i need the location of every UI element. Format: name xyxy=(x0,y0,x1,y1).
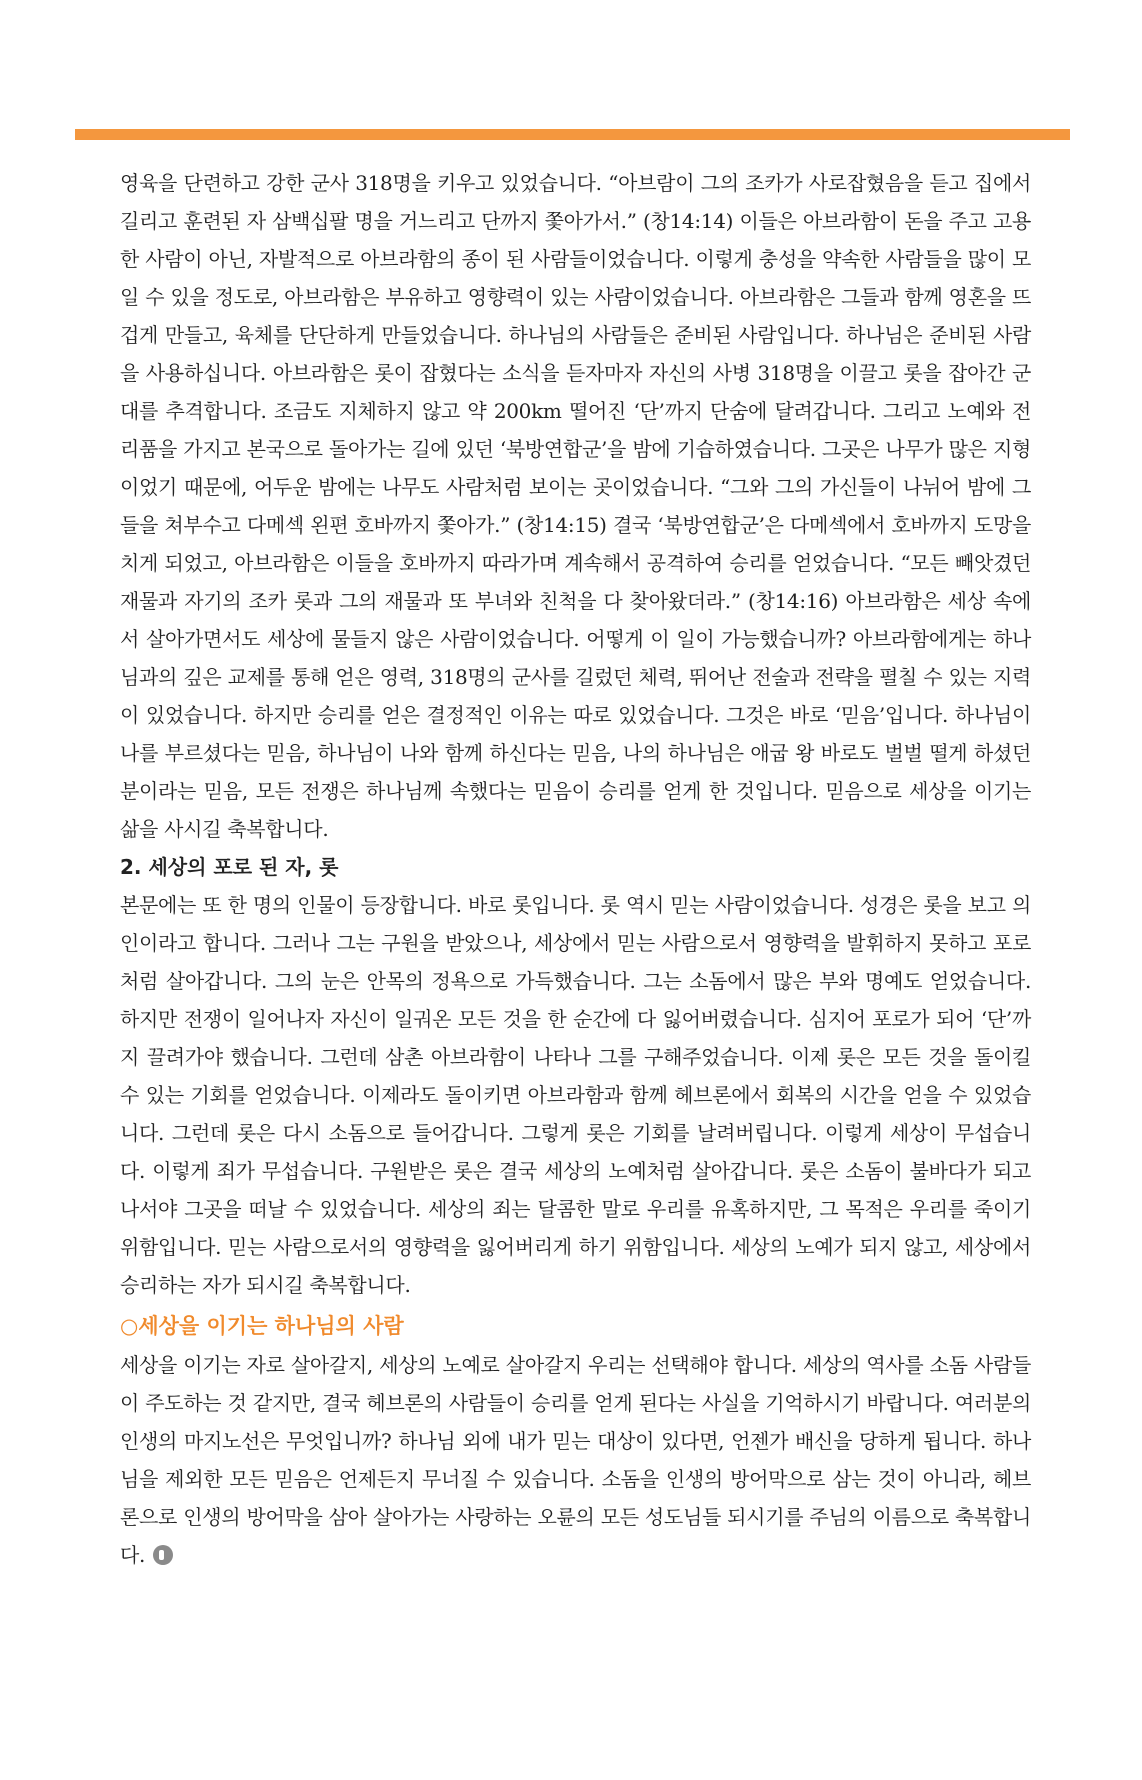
conclusion-heading: ○세상을 이기는 하나님의 사람 xyxy=(120,1314,404,1338)
end-mark-icon xyxy=(153,1545,173,1565)
body-paragraph-3-text: 세상을 이기는 자로 살아갈지, 세상의 노예로 살아갈지 우리는 선택해야 합니다. 세상의 역사를 소돔 사람들이 주도하는 것 같지만, 결국 헤브론의 사람들이 승리를 얻게 된다는 사실을 기억하시기 바랍니다. 여러분의 인생의 마지노선은 무엇입니까? 하나님 외에 내가 믿는 대상이 있다면, 언젠가 배신을 당하게 됩니다. 하나님을 제외한 모든 믿음은 언제든지 무너질 수 있습니다. 소돔을 인생의 방어막으로 삼는 것이 아니라, 헤브론으로 인생의 방어막을 삼아 살아가는 사랑하는 오륜의 모든 성도님들 되시기를 주님의 이름으로 축복합니다. xyxy=(120,1353,1031,1567)
top-accent-rule xyxy=(75,129,1070,140)
body-paragraph-3 xyxy=(120,1346,1031,1574)
body-paragraph-1: 영육을 단련하고 강한 군사 318명을 키우고 있었습니다. “아브람이 그의 조카가 사로잡혔음을 듣고 집에서 길리고 훈련된 자 삼백십팔 명을 거느리고 단까지 쫓아가서.” (창14:14) 이들은 아브라함이 돈을 주고 고용한 사람이 아닌, 자발적으로 아브라함의 종이 된 사람들이었습니다. 이렇게 충성을 약속한 사람들을 많이 모일 수 있을 정도로, 아브라함은 부유하고 영향력이 있는 사람이었습니다. 아브라함은 그들과 함께 영혼을 뜨겁게 만들고, 육체를 단단하게 만들었습니다. 하나님의 사람들은 준비된 사람입니다. 하나님은 준비된 사람을 사용하십니다. 아브라함은 롯이 잡혔다는 소식을 듣자마자 자신의 사병 318명을 이끌고 롯을 잡아간 군대를 추격합니다. 조금도 지체하지 않고 약 200km 떨어진 ‘단’까지 단숨에 달려갑니다. 그리고 노예와 전리품을 가지고 본국으로 돌아가는 길에 있던 ‘북방연합군’을 밤에 기습하였습니다. 그곳은 나무가 많은 지형이었기 때문에, 어두운 밤에는 나무도 사람처럼 보이는 곳이었습니다. “그와 그의 가신들이 나뉘어 밤에 그들을 쳐부수고 다메섹 왼편 호바까지 쫓아가.” (창14:15) 결국 ‘북방연합군’은 다메섹에서 호바까지 도망을 치게 되었고, 아브라함은 이들을 호바까지 따라가며 계속해서 공격하여 승리를 얻었습니다. “모든 빼앗겼던 재물과 자기의 조카 롯과 그의 재물과 또 부녀와 친척을 다 찾아왔더라.” (창14:16) 아브라함은 세상 속에서 살아가면서도 세상에 물들지 않은 사람이었습니다. 어떻게 이 일이 가능했습니까? 아브라함에게는 하나님과의 깊은 교제를 통해 얻은 영력, 318명의 군사를 길렀던 체력, 뛰어난 전술과 전략을 펼칠 수 있는 지력이 있었습니다. 하지만 승리를 얻은 결정적인 이유는 따로 있었습니다. 그것은 바로 ‘믿음’입니다. 하나님이 나를 부르셨다는 믿음, 하나님이 나와 함께 하신다는 믿음, 나의 하나님은 애굽 왕 바로도 벌벌 떨게 하셨던 분이라는 믿음, 모든 전쟁은 하나님께 속했다는 믿음이 승리를 얻게 한 것입니다. 믿음으로 세상을 이기는 삶을 사시길 축복합니다. xyxy=(120,171,1031,841)
section-heading-captive-lot: 2. 세상의 포로 된 자, 롯 xyxy=(120,855,339,879)
article-body xyxy=(120,164,1031,1574)
body-paragraph-2: 본문에는 또 한 명의 인물이 등장합니다. 바로 롯입니다. 롯 역시 믿는 사람이었습니다. 성경은 롯을 보고 의인이라고 합니다. 그러나 그는 구원을 받았으나, 세상에서 믿는 사람으로서 영향력을 발휘하지 못하고 포로처럼 살아갑니다. 그의 눈은 안목의 정욕으로 가득했습니다. 그는 소돔에서 많은 부와 명예도 얻었습니다. 하지만 전쟁이 일어나자 자신이 일궈온 모든 것을 한 순간에 다 잃어버렸습니다. 심지어 포로가 되어 ‘단’까지 끌려가야 했습니다. 그런데 삼촌 아브라함이 나타나 그를 구해주었습니다. 이제 롯은 모든 것을 돌이킬 수 있는 기회를 얻었습니다. 이제라도 돌이키면 아브라함과 함께 헤브론에서 회복의 시간을 얻을 수 있었습니다. 그런데 롯은 다시 소돔으로 들어갑니다. 그렇게 롯은 기회를 날려버립니다. 이렇게 세상이 무섭습니다. 이렇게 죄가 무섭습니다. 구원받은 롯은 결국 세상의 노예처럼 살아갑니다. 롯은 소돔이 불바다가 되고 나서야 그곳을 떠날 수 있었습니다. 세상의 죄는 달콤한 말로 우리를 유혹하지만, 그 목적은 우리를 죽이기 위함입니다. 믿는 사람으로서의 영향력을 잃어버리게 하기 위함입니다. 세상의 노예가 되지 않고, 세상에서 승리하는 자가 되시길 축복합니다. xyxy=(120,893,1031,1297)
